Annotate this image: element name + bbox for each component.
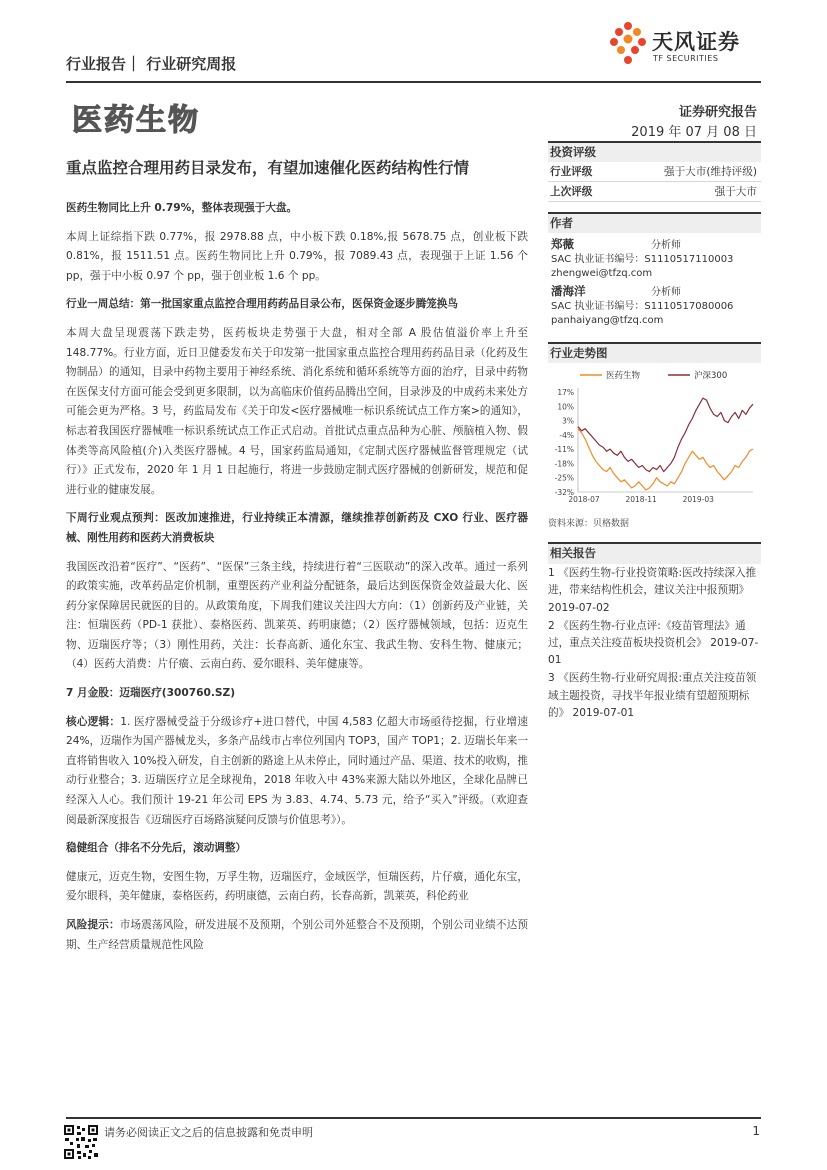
section-heading: 稳健组合（排名不分先后，滚动调整）: [66, 842, 247, 855]
rating-value: 强于大市(维持评级): [663, 166, 757, 178]
author-role: 分析师: [651, 287, 681, 298]
report-type: 证券研究报告: [678, 105, 757, 120]
report-title: 重点监控合理用药目录发布，有望加速催化医药结构性行情: [66, 159, 470, 177]
y-tick-label: -25%: [554, 473, 574, 483]
related-heading: 相关报告: [548, 542, 761, 564]
paragraph: [66, 916, 528, 955]
header-rule: [66, 81, 761, 83]
paragraph: 本周大盘呈现震荡下跌走势，医药板块走势强于大盘，相对全部 A 股估值溢价率上升至 148.77%。行业方面，近日卫健委发布关于印发第一批国家重点监控合理用药药品目录（化药及生物制品）的通知，目录中药物主要用于神经系统、消化系统和循环系统等方面的治疗，目录中药物在医保支付方面可能会受到更多限制，以为高临床价值药品腾出空间，目录涉及的中成药未来处方可能会更为严格。3 号，药监局发布《关于印发<医疗器械唯一标识系统试点工作方案>的通知》，标志着我国医疗器械唯一标识系统试点工作正式启动。首批试点重点品种为心脏、颅脑植入物、假体类等高风险植(介)入类医疗器械。4 号，国家药监局通知，《定制式医疗器械监督管理规定（试行）》正式发布，2020 年 1 月 1 日起施行，将进一步鼓励定制式医疗器械的创新研发，规范和促进行业的健康发展。: [66, 326, 528, 496]
legend-label: 沪深300: [694, 371, 728, 381]
related-report-link[interactable]: 2 《医药生物-行业点评:《疫苗管理法》通过，重点关注疫苗板块投资机会》 2019-07-01: [548, 619, 759, 667]
series-line: [578, 398, 753, 472]
logo-mark-icon: [608, 20, 648, 68]
author-name: 潘海洋: [551, 284, 586, 298]
y-tick-label: -11%: [554, 445, 574, 455]
author-block: [548, 281, 761, 328]
company-logo: [608, 20, 768, 70]
y-tick-label: 10%: [557, 402, 574, 412]
logo-english: TF SECURITIES: [653, 54, 719, 63]
y-tick-label: -4%: [559, 430, 574, 440]
rating-label: 上次评级: [550, 186, 593, 198]
section-heading: 医药生物同比上升 0.79%，整体表现强于大盘。: [66, 202, 298, 214]
paragraph: 健康元，迈克生物，安图生物，万孚生物，迈瑞医疗，金域医学，恒瑞医药，片仔癀，通化东宝，爱尔眼科，美年健康，泰格医药，药明康德，云南白药，长春高新，凯莱英，科伦药业: [66, 870, 528, 903]
paragraph: 本周上证综指下跌 0.77%，报 2978.88 点，中小板下跌 0.18%,报 5678.75 点，创业板下跌 0.81%，报 1511.51 点。医药生物同比上升 0.79%，报 7089.43 点，表现强于上证 1.56 个 pp，强于中小板 0.97 个 pp，强于创业板 1.6 个 pp。: [66, 230, 528, 282]
authors-panel: [548, 212, 761, 328]
author-name: 郑薇: [551, 237, 574, 251]
author-role: 分析师: [651, 240, 681, 251]
page-number: 1: [752, 1124, 760, 1138]
rating-label: 行业评级: [550, 166, 593, 178]
rating-panel: [548, 141, 761, 202]
x-tick-label: 2018-07: [568, 495, 600, 504]
footer-rule: [66, 1117, 761, 1119]
author-license: SAC 执业证书编号：S1110517080006: [551, 301, 734, 312]
related-report-link[interactable]: 1 《医药生物-行业投资策略:医改持续深入推进，带来结构性机会，建议关注中报预期》 2019-07-02: [548, 567, 757, 614]
paragraph: 我国医改沿着“医疗”、“医药”、“医保”三条主线，持续进行着“三医联动”的深入改革。通过一系列的政策实施，改革药品定价机制，重塑医药产业利益分配链条，最后达到医保资金效益最大化、医药分家保障居民就医的目的。从政策角度，下周我们建议关注四大方向：（1）创新药及产业链，关注：恒瑞医药（PD-1 获批）、泰格医药、凯莱英、药明康德；（2）医疗器械领域，包括：迈克生物、迈瑞医疗等；（3）刚性用药，关注：长春高新、通化东宝、我武生物、安科生物、健康元；（4）医药大消费：片仔癀、云南白药、爱尔眼科、美年健康等。: [66, 560, 528, 671]
logo-name: 天风证券: [652, 30, 740, 54]
chart-source: 资料来源：贝格数据: [548, 519, 630, 529]
authors-heading: 作者: [548, 212, 761, 233]
footer-disclaimer: 请务必阅读正文之后的信息披露和免责申明: [104, 1126, 313, 1139]
qr-code-icon: [63, 1124, 99, 1160]
rating-value: 强于大市: [714, 186, 757, 198]
paragraph: [66, 713, 528, 831]
main-content: [66, 199, 528, 955]
x-tick-label: 2019-03: [682, 495, 714, 504]
rating-row: [548, 162, 761, 182]
section-heading: 7 月金股：迈瑞医疗(300760.SZ): [66, 687, 236, 700]
report-category: 行业报告｜ 行业研究周报: [66, 55, 237, 73]
trend-panel: [548, 342, 761, 363]
report-date: 2019 年 07 月 08 日: [631, 125, 757, 140]
section-heading: 行业一周总结：第一批国家重点监控合理用药药品目录公布，医保资金逐步腾笼换鸟: [66, 298, 458, 311]
y-tick-label: -32%: [554, 488, 574, 497]
trend-chart: [548, 362, 761, 512]
paragraph-text: 1. 医疗器械受益于分级诊疗+进口替代，中国 4,583 亿超大市场亟待挖掘，行业增速 24%，迈瑞作为国产器械龙头，多条产品线市占率位列国内 TOP3，国产 TOP1；2. 迈瑞长年来一直将销售收入 10%投入研发，自主创新的路途上从未停止，同时通过产品、渠道、技术的收购，推动行业整合；3. 迈瑞医疗立足全球视角，2018 年收入中 43%来源大陆以外地区，全球化品牌已经深入人心。我们预计 19-21 年公司 EPS 为 3.83、4.74、5.73 元，给予“买入”评级。（欢迎查阅最新深度报告《迈瑞医疗百场路演疑问反馈与价值思考》）。: [66, 715, 528, 826]
rating-heading: 投资评级: [548, 141, 761, 162]
related-panel: [548, 542, 761, 722]
author-block: [548, 233, 761, 281]
author-email[interactable]: zhengwei@tfzq.com: [551, 268, 653, 279]
y-tick-label: -18%: [554, 459, 574, 469]
y-tick-label: 17%: [557, 388, 574, 397]
trend-heading: 行业走势图: [548, 342, 761, 363]
series-line: [578, 429, 753, 490]
paragraph-text: 市场震荡风险，研发进展不及预期，个别公司外延整合不及预期，个别公司业绩不达预期、生产经营质量规范性风险: [66, 919, 529, 951]
rating-row: [548, 182, 761, 202]
author-email[interactable]: panhaiyang@tfzq.com: [551, 315, 664, 326]
paragraph-label: 风险提示：: [66, 919, 120, 931]
sector-title: 医药生物: [72, 103, 200, 138]
paragraph-label: 核心逻辑：: [66, 715, 121, 728]
x-tick-label: 2018-11: [625, 495, 657, 504]
author-license: SAC 执业证书编号：S1110517110003: [551, 254, 734, 265]
section-heading: 下周行业观点预判：医改加速推进，行业持续正本清源，继续推荐创新药及 CXO 行业、医疗器械、刚性用药和医药大消费板块: [66, 512, 528, 544]
related-report-link[interactable]: 3 《医药生物-行业研究周报:重点关注疫苗领域主题投资，寻找半年报业绩有望超预期标的》 2019-07-01: [548, 672, 757, 719]
legend-label: 医药生物: [606, 371, 641, 381]
y-tick-label: 3%: [562, 416, 574, 426]
